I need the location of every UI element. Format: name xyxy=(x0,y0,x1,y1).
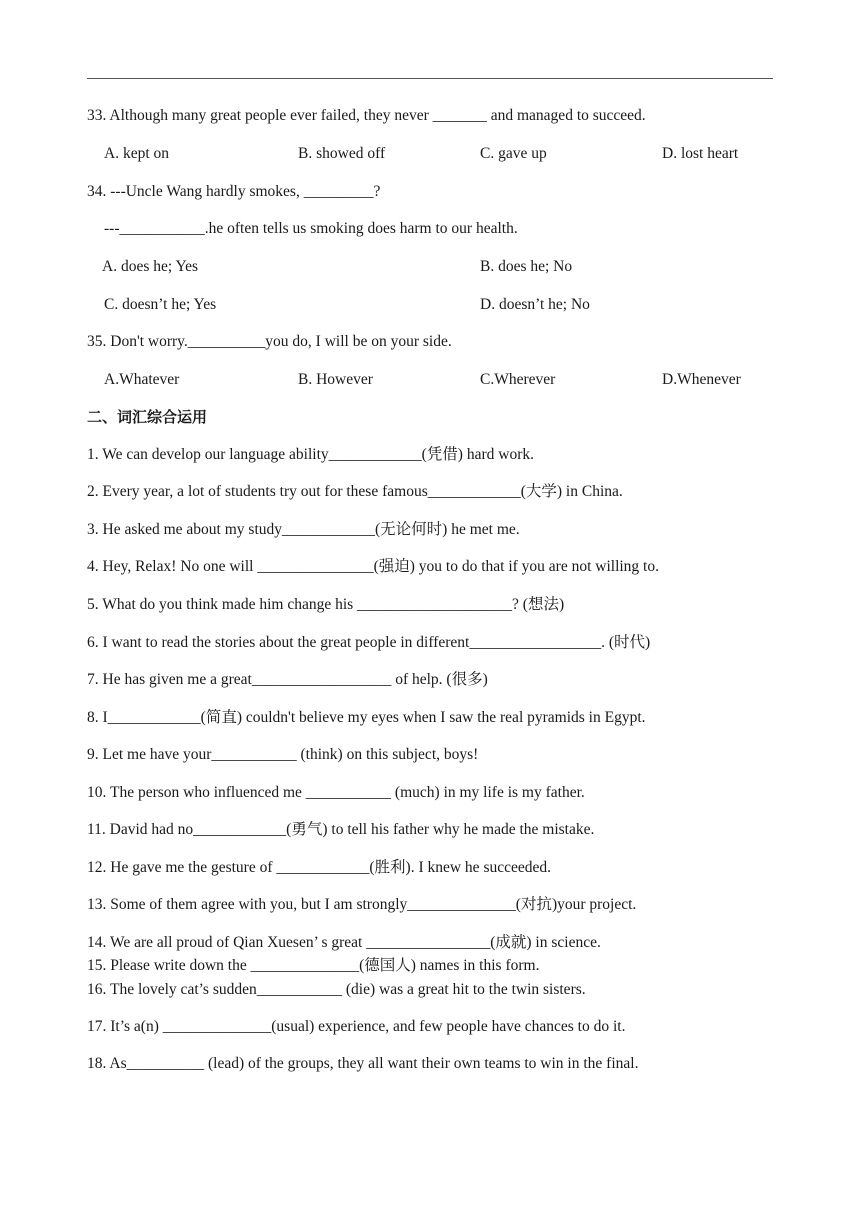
vocab-item-18: 18. As__________ (lead) of the groups, they all want their own teams to win in the final. xyxy=(87,1055,639,1072)
question-33-stem: 33. Although many great people ever failed, they never _______ and managed to succeed. xyxy=(87,107,646,124)
vocab-item-10: 10. The person who influenced me ___________ (much) in my life is my father. xyxy=(87,784,585,801)
q33-option-a: A. kept on xyxy=(104,145,170,162)
vocab-item-13: 13. Some of them agree with you, but I am strongly______________(对抗)your project. xyxy=(87,896,637,913)
question-35-stem: 35. Don't worry.__________you do, I will be on your side. xyxy=(87,333,452,350)
q34-option-d: D. doesn’t he; No xyxy=(480,296,590,313)
vocab-item-16: 16. The lovely cat’s sudden___________ (die) was a great hit to the twin sisters. xyxy=(87,981,586,998)
q33-option-d: D. lost heart xyxy=(662,145,739,162)
vocab-item-7: 7. He has given me a great__________________ of help. (很多) xyxy=(87,671,488,688)
vocab-item-11: 11. David had no____________(勇气) to tell his father why he made the mistake. xyxy=(87,821,595,838)
section-heading: 二、词汇综合运用 xyxy=(87,408,208,426)
q35-option-c: C.Wherever xyxy=(480,371,556,388)
vocab-item-8: 8. I____________(简直) couldn't believe my eyes when I saw the real pyramids in Egypt. xyxy=(87,709,646,726)
vocab-item-5: 5. What do you think made him change his ____________________? (想法) xyxy=(87,596,565,613)
vocab-item-6: 6. I want to read the stories about the great people in different_________________. (时代) xyxy=(87,634,651,651)
question-34-stem: 34. ---Uncle Wang hardly smokes, _________? xyxy=(87,183,381,200)
vocab-item-14: 14. We are all proud of Qian Xuesen’ s great ________________(成就) in science. xyxy=(87,934,601,951)
vocab-item-15: 15. Please write down the ______________(德国人) names in this form. xyxy=(87,957,540,974)
q34-option-a: A. does he; Yes xyxy=(102,258,199,275)
q34-option-b: B. does he; No xyxy=(480,258,573,275)
q35-option-b: B. However xyxy=(298,371,373,388)
q33-option-c: C. gave up xyxy=(480,145,547,162)
vocab-item-17: 17. It’s a(n) ______________(usual) experience, and few people have chances to do it. xyxy=(87,1018,626,1035)
header-rule xyxy=(87,78,773,79)
vocab-item-9: 9. Let me have your___________ (think) on this subject, boys! xyxy=(87,746,479,763)
vocab-item-4: 4. Hey, Relax! No one will _______________(强迫) you to do that if you are not willing to. xyxy=(87,558,659,575)
question-34-reply: ---___________.he often tells us smoking does harm to our health. xyxy=(104,220,518,237)
vocab-item-1: 1. We can develop our language ability____________(凭借) hard work. xyxy=(87,446,534,463)
vocab-item-2: 2. Every year, a lot of students try out for these famous____________(大学) in China. xyxy=(87,483,623,500)
vocab-item-3: 3. He asked me about my study____________(无论何时) he met me. xyxy=(87,521,520,538)
q34-option-c: C. doesn’t he; Yes xyxy=(104,296,217,313)
q35-option-a: A.Whatever xyxy=(104,371,180,388)
q33-option-b: B. showed off xyxy=(298,145,386,162)
vocab-item-12: 12. He gave me the gesture of ____________(胜利). I knew he succeeded. xyxy=(87,859,551,876)
q35-option-d: D.Whenever xyxy=(662,371,741,388)
